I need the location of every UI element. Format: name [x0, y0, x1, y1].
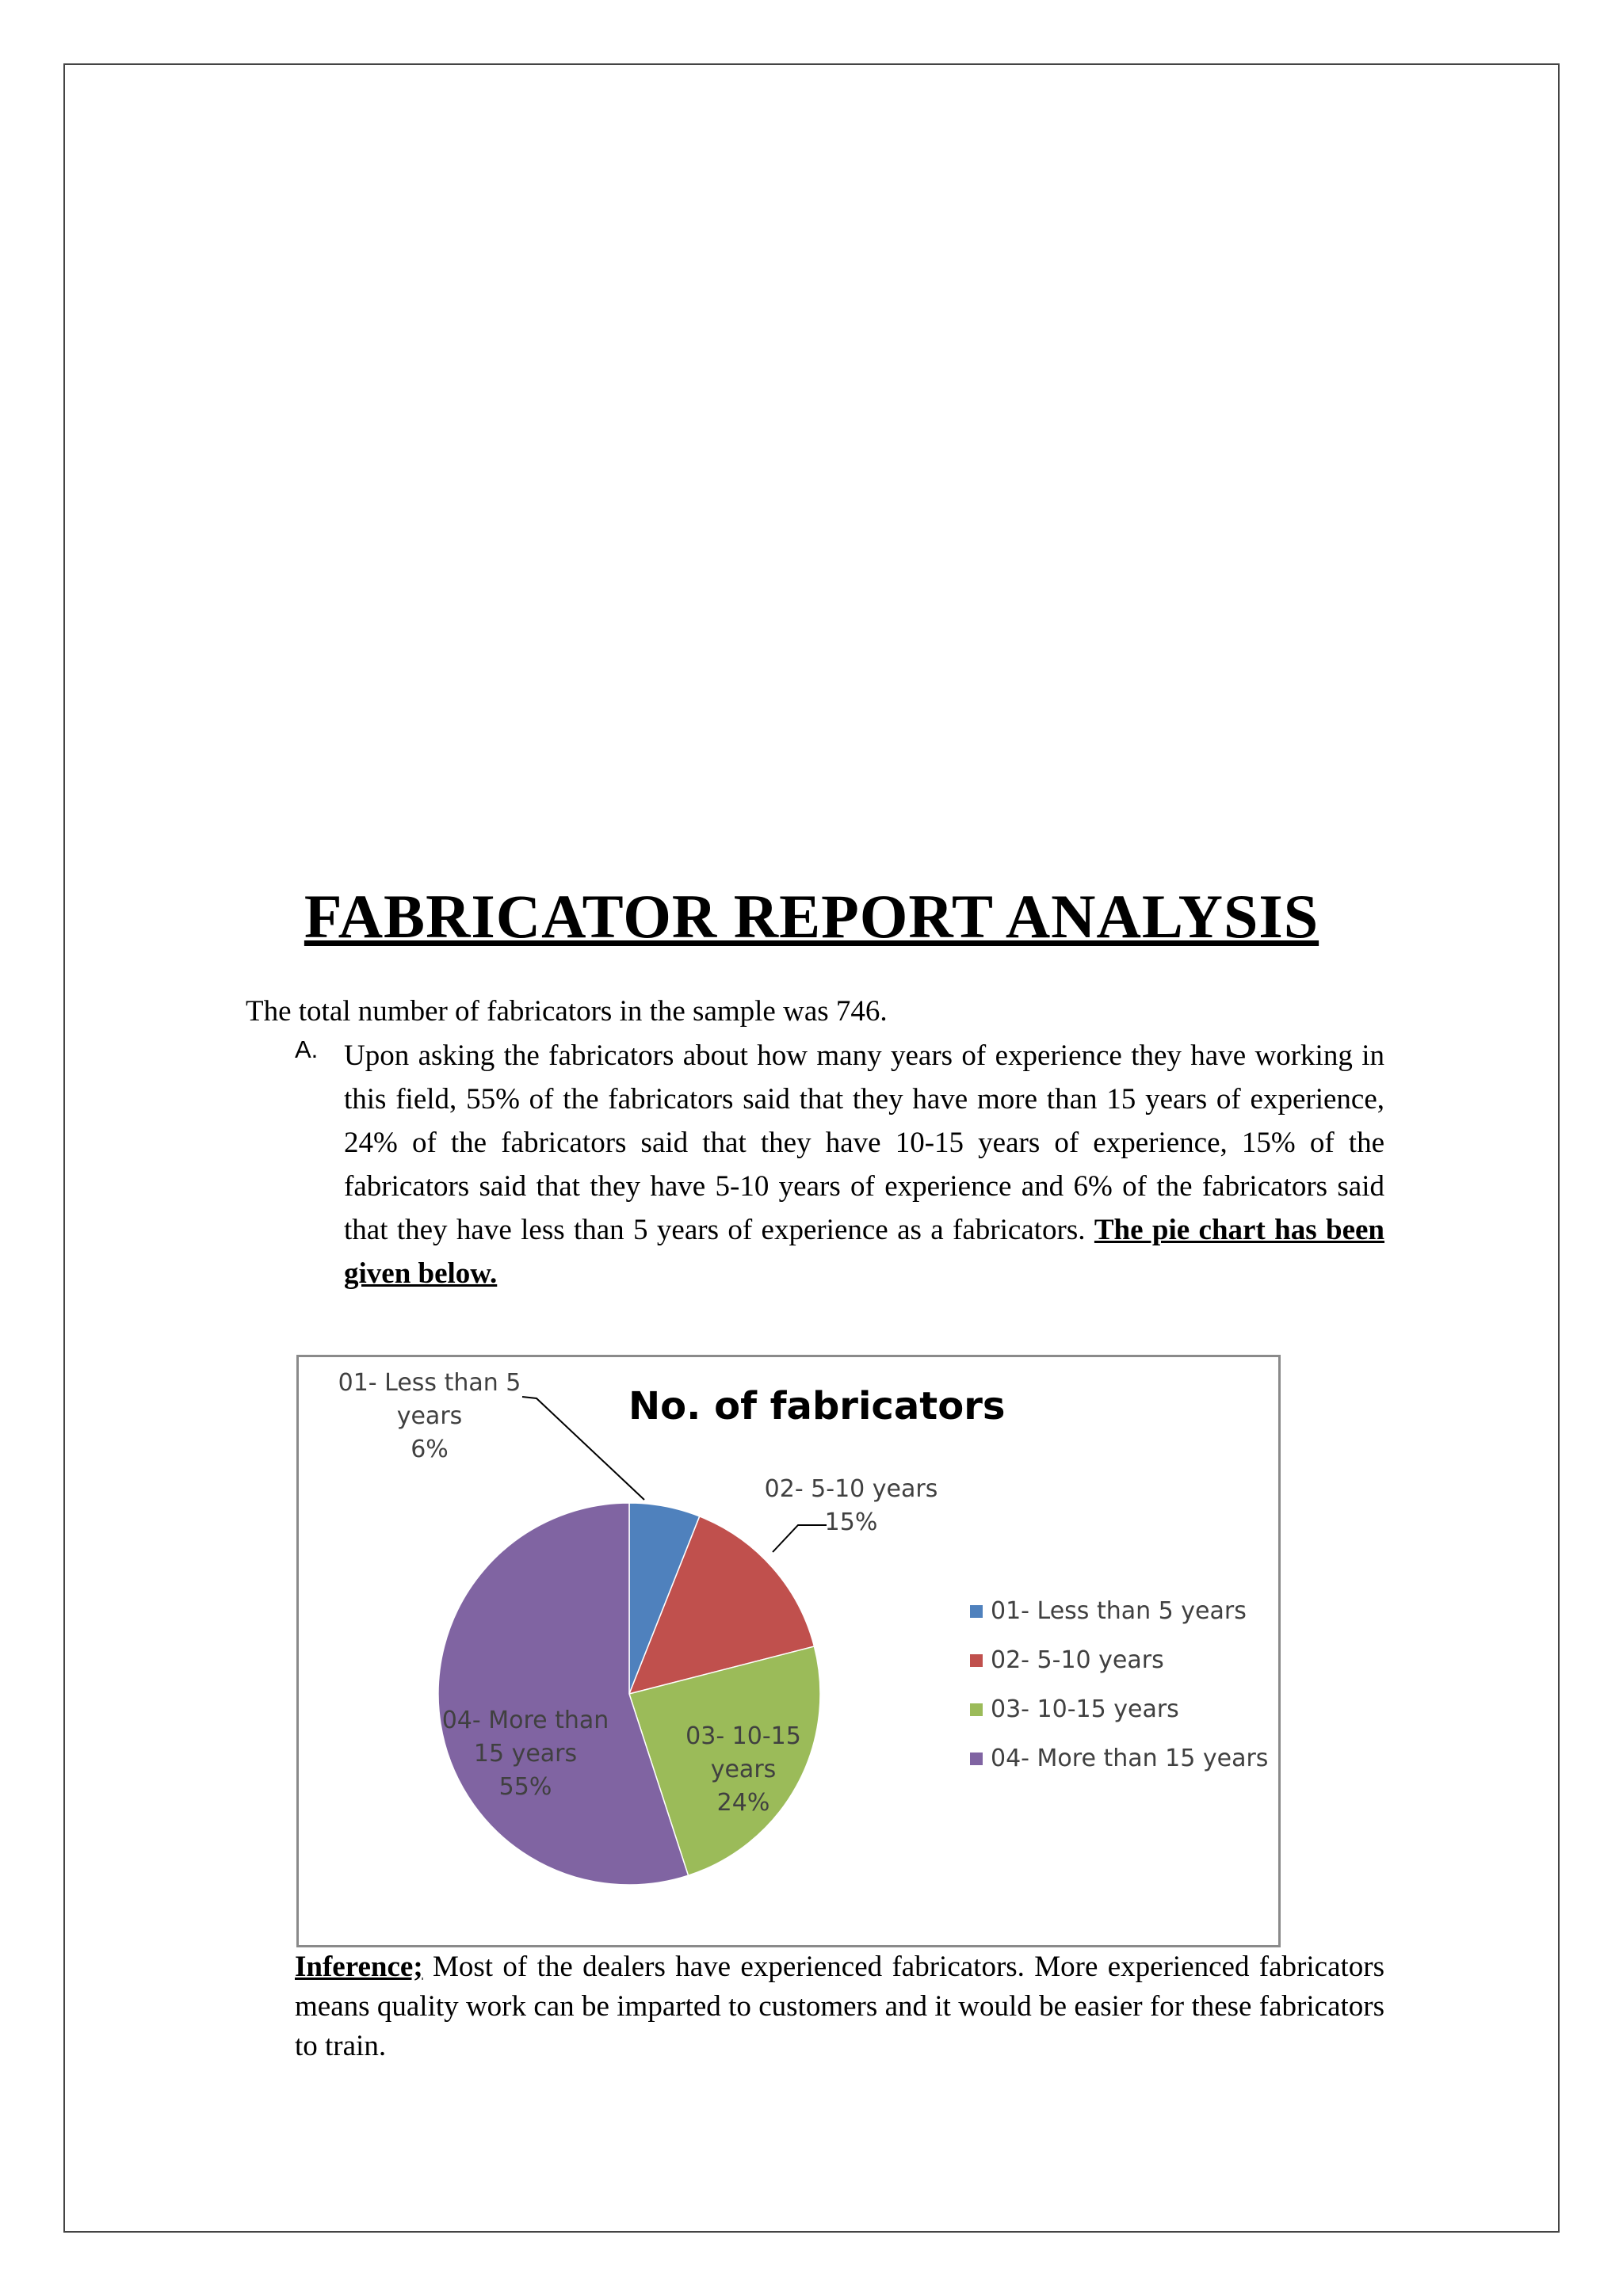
- legend-swatch-3: [970, 1703, 983, 1716]
- legend-label-3: 03- 10-15 years: [991, 1695, 1179, 1723]
- page-title: FABRICATOR REPORT ANALYSIS: [304, 882, 1319, 951]
- list-item-text: [344, 1034, 1384, 1295]
- pie-leader-line-1: [522, 1397, 644, 1500]
- pie-data-label-1: 01- Less than 5 years 6%: [338, 1369, 521, 1463]
- legend-label-1: 01- Less than 5 years: [991, 1597, 1247, 1625]
- pie-leader-line-2: [773, 1525, 827, 1552]
- pie-data-label-4: 04- More than 15 years 55%: [441, 1707, 609, 1801]
- intro-paragraph: The total number of fabricators in the sample was 746.: [246, 995, 888, 1028]
- pie-chart-canvas: [299, 1357, 1278, 1945]
- inference-label: Inference;: [295, 1951, 423, 1983]
- legend-swatch-4: [970, 1753, 983, 1765]
- legend-label-4: 04- More than 15 years: [991, 1745, 1269, 1772]
- inference-paragraph: [295, 1947, 1384, 2066]
- item-body-text: Upon asking the fabricators about how many years of experience they have working in this field, 55% of the fabricators said that they have more than 15 years of experience, 24% of the fabricators said that they have 10-15 years of experience, 15% of the fabricators said that they have 5-10 years of experience and 6% of the fabricators said that they have less than 5 years of experience as a fabricators.: [344, 1039, 1384, 1246]
- pie-chart: [296, 1355, 1281, 1947]
- chart-title: No. of fabricators: [628, 1384, 1006, 1428]
- legend-swatch-2: [970, 1654, 983, 1667]
- pie-data-label-2: 02- 5-10 years 15%: [764, 1475, 938, 1536]
- item-emphasis-text: The pie chart has been given below.: [344, 1214, 1385, 1290]
- list-marker: A.: [295, 1035, 319, 1063]
- pie-data-label-3: 03- 10-15 years 24%: [685, 1722, 801, 1817]
- legend-label-2: 02- 5-10 years: [991, 1646, 1164, 1674]
- legend-swatch-1: [970, 1605, 983, 1618]
- inference-text: Most of the dealers have experienced fabricators. More experienced fabricators means quality work can be imparted to customers and it would be easier for these fabricators to train.: [295, 1951, 1384, 2062]
